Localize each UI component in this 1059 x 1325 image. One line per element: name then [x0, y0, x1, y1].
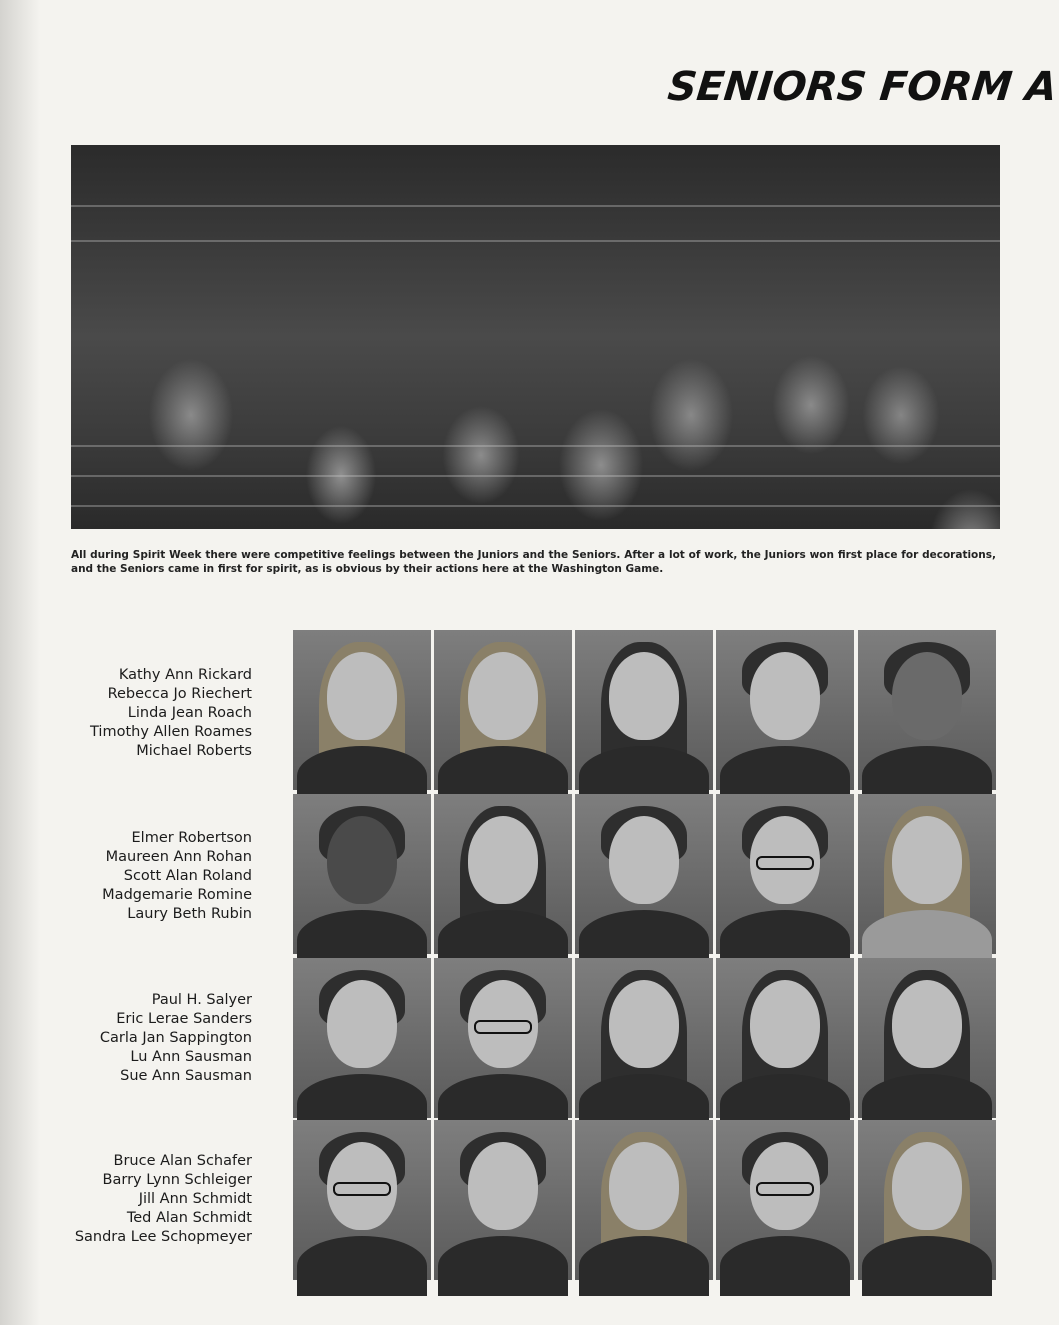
student-name: Bruce Alan Schafer [113, 1153, 252, 1169]
names-row-4 [60, 1152, 252, 1247]
names-row-3 [60, 991, 252, 1086]
page-title: SENIORS FORM A [665, 64, 1059, 110]
student-name: Eric Lerae Sanders [116, 1011, 252, 1027]
portrait-photo [575, 794, 713, 954]
student-name: Michael Roberts [136, 743, 252, 759]
student-name: Maureen Ann Rohan [105, 849, 252, 865]
student-name: Elmer Robertson [131, 830, 252, 846]
portrait-photo [858, 958, 996, 1118]
student-name: Kathy Ann Rickard [118, 667, 252, 683]
portrait-photo [716, 958, 854, 1118]
portrait-photo [716, 630, 854, 790]
student-name: Timothy Allen Roames [90, 724, 252, 740]
names-row-2 [60, 829, 252, 924]
page-edge-shadow [0, 0, 40, 1325]
student-name: Carla Jan Sappington [99, 1030, 252, 1046]
student-name: Rebecca Jo Riechert [107, 686, 252, 702]
portrait-photo [858, 630, 996, 790]
student-name: Laury Beth Rubin [127, 906, 252, 922]
portrait-photo [858, 1120, 996, 1280]
student-name: Madgemarie Romine [102, 887, 252, 903]
student-name: Sandra Lee Schopmeyer [74, 1229, 252, 1245]
portrait-photo [575, 630, 713, 790]
portrait-photo [293, 1120, 431, 1280]
student-name: Scott Alan Roland [123, 868, 252, 884]
student-name: Paul H. Salyer [151, 992, 252, 1008]
names-row-1 [60, 666, 252, 761]
student-name: Sue Ann Sausman [120, 1068, 252, 1084]
portrait-photo [434, 958, 572, 1118]
portrait-photo [716, 1120, 854, 1280]
portrait-photo [716, 794, 854, 954]
student-name: Jill Ann Schmidt [138, 1191, 252, 1207]
photo-caption: All during Spirit Week there were competitive feelings between the Juniors and the Seniors. After a lot of work, the Juniors won first place for decorations, and the Seniors came in first for spirit, as is obvious by their actions here at the Washington Game. [71, 549, 996, 575]
student-name: Linda Jean Roach [127, 705, 252, 721]
portrait-photo [434, 794, 572, 954]
portrait-photo [293, 958, 431, 1118]
portrait-photo [575, 1120, 713, 1280]
student-name: Ted Alan Schmidt [126, 1210, 252, 1226]
portrait-photo [434, 1120, 572, 1280]
portrait-photo [434, 630, 572, 790]
portrait-photo [858, 794, 996, 954]
portrait-photo [293, 630, 431, 790]
portrait-photo [293, 794, 431, 954]
portrait-photo [575, 958, 713, 1118]
student-name: Lu Ann Sausman [130, 1049, 252, 1065]
spirit-week-crowd-photo [71, 145, 1000, 529]
student-name: Barry Lynn Schleiger [102, 1172, 252, 1188]
